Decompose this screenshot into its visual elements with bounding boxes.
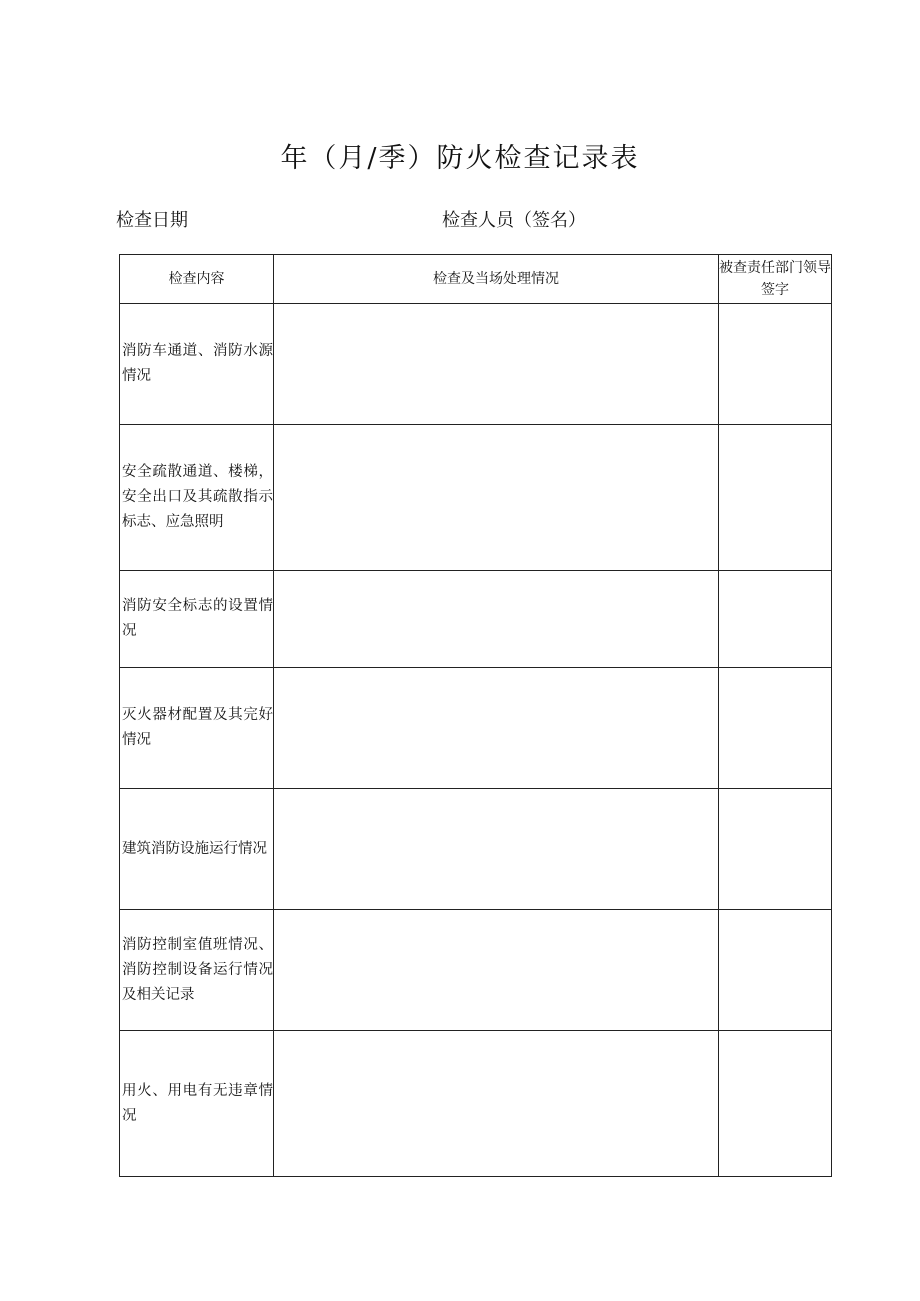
row-signature-cell[interactable] bbox=[719, 910, 832, 1031]
table-row bbox=[120, 425, 832, 571]
row-signature-cell[interactable] bbox=[719, 789, 832, 910]
row-item-extinguishers: 灭火器材配置及其完好情况 bbox=[120, 668, 274, 789]
header-handling: 检查及当场处理情况 bbox=[274, 255, 719, 304]
inspection-record-table bbox=[119, 254, 832, 1177]
row-item-safety-signs: 消防安全标志的设置情况 bbox=[120, 571, 274, 668]
row-handling-cell[interactable] bbox=[274, 425, 719, 571]
row-item-fire-lane-water: 消防车通道、消防水源情况 bbox=[120, 304, 274, 425]
row-handling-cell[interactable] bbox=[274, 1031, 719, 1177]
table-row bbox=[120, 571, 832, 668]
row-item-control-room: 消防控制室值班情况、消防控制设备运行情况及相关记录 bbox=[120, 910, 274, 1031]
row-signature-cell[interactable] bbox=[719, 425, 832, 571]
page-title: 年（月/季）防火检查记录表 bbox=[280, 143, 640, 174]
row-item-building-facilities: 建筑消防设施运行情况 bbox=[120, 789, 274, 910]
header-dept-leader-signature: 被查责任部门领导签字 bbox=[719, 255, 832, 304]
table-header-row bbox=[120, 255, 832, 304]
row-signature-cell[interactable] bbox=[719, 668, 832, 789]
row-handling-cell[interactable] bbox=[274, 571, 719, 668]
table-row bbox=[120, 304, 832, 425]
table-row bbox=[120, 1031, 832, 1177]
table-row bbox=[120, 789, 832, 910]
row-item-evacuation-exits: 安全疏散通道、楼梯，安全出口及其疏散指示标志、应急照明 bbox=[120, 425, 274, 571]
row-signature-cell[interactable] bbox=[719, 571, 832, 668]
row-handling-cell[interactable] bbox=[274, 304, 719, 425]
row-handling-cell[interactable] bbox=[274, 668, 719, 789]
header-inspection-content: 检查内容 bbox=[120, 255, 274, 304]
inspector-signature-label: 检查人员（签名） bbox=[442, 210, 586, 231]
row-handling-cell[interactable] bbox=[274, 910, 719, 1031]
inspection-date-label: 检查日期 bbox=[116, 210, 188, 231]
row-item-fire-electricity-use: 用火、用电有无违章情况 bbox=[120, 1031, 274, 1177]
table-row bbox=[120, 668, 832, 789]
row-signature-cell[interactable] bbox=[719, 304, 832, 425]
row-signature-cell[interactable] bbox=[719, 1031, 832, 1177]
row-handling-cell[interactable] bbox=[274, 789, 719, 910]
table-row bbox=[120, 910, 832, 1031]
